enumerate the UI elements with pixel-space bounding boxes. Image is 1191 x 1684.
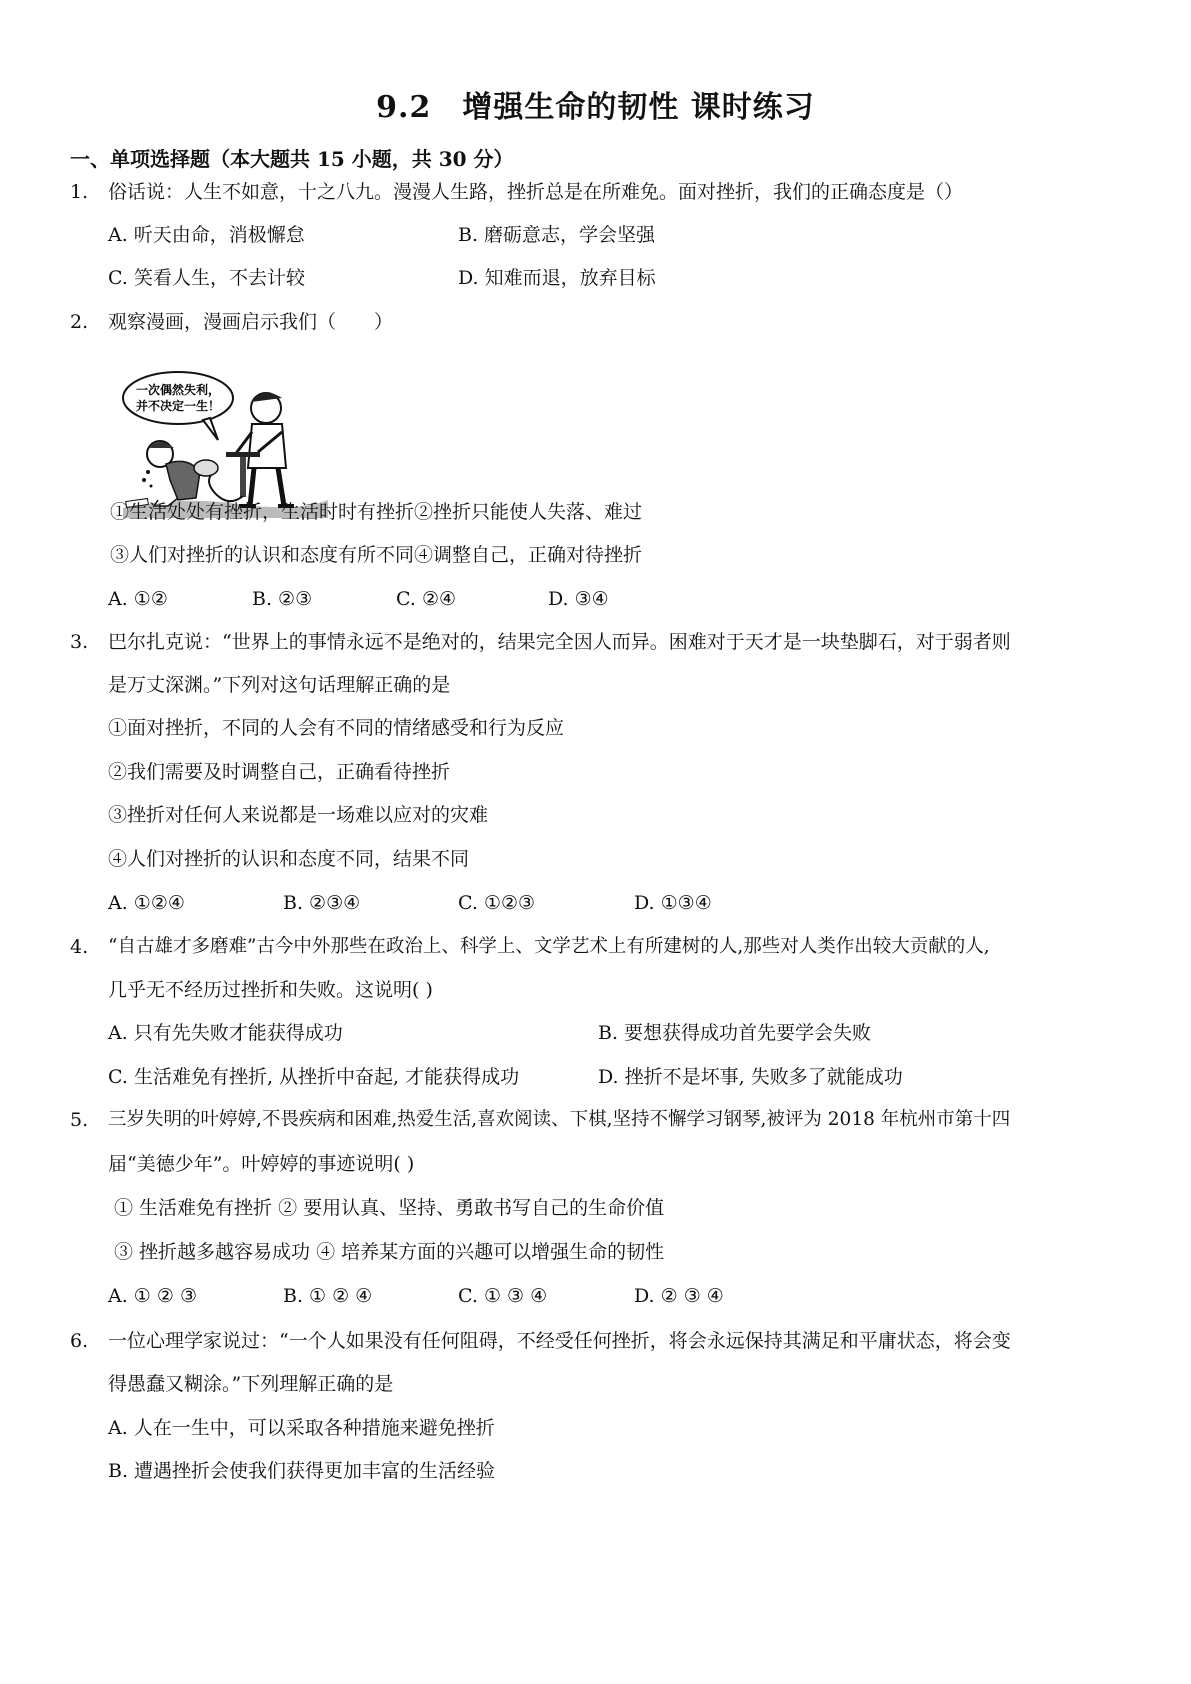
question-number: 5. xyxy=(70,1109,89,1131)
option-b: B. ②③④ xyxy=(283,892,361,914)
option-c: C. ②④ xyxy=(396,588,457,610)
question-number: 2. xyxy=(70,311,89,333)
option-b: B. 磨砺意志，学会坚强 xyxy=(458,224,656,246)
option-a: A. 只有先失败才能获得成功 xyxy=(108,1022,343,1044)
option-c: C. 笑看人生，不去计较 xyxy=(108,267,305,289)
statement-line: ①生活处处有挫折，生活时时有挫折②挫折只能使人失落、难过 xyxy=(110,501,643,523)
statement-line: ① 生活难免有挫折 ② 要用认真、坚持、勇敢书写自己的生命价值 xyxy=(114,1197,665,1219)
option-a: A. ①② xyxy=(108,588,168,610)
option-b: B. 遭遇挫折会使我们获得更加丰富的生活经验 xyxy=(108,1460,496,1482)
option-c: C. ① ③ ④ xyxy=(458,1285,548,1307)
option-b: B. 要想获得成功首先要学会失败 xyxy=(598,1022,872,1044)
cartoon-illustration xyxy=(118,368,330,518)
question-stem-cont: 得愚蠢又糊涂。”下列理解正确的是 xyxy=(108,1373,394,1395)
bubble-line-1: 一次偶然失利， xyxy=(135,383,221,397)
page-title: 9.2 增强生命的韧性 课时练习 xyxy=(376,90,815,125)
question-stem: 一位心理学家说过：“一个人如果没有任何阻碍，不经受任何挫折，将会永远保持其满足和平庸状态，将会变 xyxy=(108,1330,1011,1352)
option-d: D. ③④ xyxy=(548,588,609,610)
question-stem: “自古雄才多磨难”古今中外那些在政治上、科学上、文学艺术上有所建树的人,那些对人类作出较大贡献的人, xyxy=(108,936,990,957)
question-stem-cont: 是万丈深渊。”下列对这句话理解正确的是 xyxy=(108,674,451,696)
option-a: A. ① ② ③ xyxy=(108,1285,197,1307)
question-number: 6. xyxy=(70,1330,89,1352)
question-stem: 观察漫画，漫画启示我们（ ） xyxy=(108,311,394,333)
statement-line: ③人们对挫折的认识和态度有所不同④调整自己，正确对待挫折 xyxy=(110,544,643,566)
question-stem: 三岁失明的叶婷婷,不畏疾病和困难,热爱生活,喜欢阅读、下棋,坚持不懈学习钢琴,被评为 2018 年杭州市第十四 xyxy=(108,1109,1011,1130)
section-heading: 一、单项选择题（本大题共 15 小题，共 30 分） xyxy=(70,147,514,171)
question-number: 3. xyxy=(70,631,89,653)
question-stem: 巴尔扎克说：“世界上的事情永远不是绝对的，结果完全因人而异。困难对于天才是一块垫脚石，对于弱者则 xyxy=(108,631,1011,653)
option-d: D. 知难而退，放弃目标 xyxy=(458,267,656,289)
statement-line: ③ 挫折越多越容易成功 ④ 培养某方面的兴趣可以增强生命的韧性 xyxy=(114,1241,665,1263)
option-a: A. ①②④ xyxy=(108,892,185,914)
option-a: A. 人在一生中，可以采取各种措施来避免挫折 xyxy=(108,1417,495,1439)
option-d: D. ①③④ xyxy=(634,892,712,914)
option-c: C. ①②③ xyxy=(458,892,536,914)
question-stem-cont: 届“美德少年”。叶婷婷的事迹说明( ) xyxy=(108,1153,415,1175)
option-d: D. ② ③ ④ xyxy=(634,1285,724,1307)
statement-line: ③挫折对任何人来说都是一场难以应对的灾难 xyxy=(108,804,489,826)
question-number: 1. xyxy=(70,181,89,203)
option-b: B. ① ② ④ xyxy=(283,1285,373,1307)
option-d: D. 挫折不是坏事, 失败多了就能成功 xyxy=(598,1066,903,1088)
statement-line: ②我们需要及时调整自己，正确看待挫折 xyxy=(108,761,451,783)
question-stem-cont: 几乎无不经历过挫折和失败。这说明( ) xyxy=(108,979,433,1001)
bubble-line-2: 并不决定一生！ xyxy=(135,399,221,413)
question-stem: 俗话说：人生不如意，十之八九。漫漫人生路，挫折总是在所难免。面对挫折，我们的正确态度是（） xyxy=(108,181,964,203)
option-b: B. ②③ xyxy=(252,588,313,610)
statement-line: ④人们对挫折的认识和态度不同，结果不同 xyxy=(108,848,470,870)
question-number: 4. xyxy=(70,936,89,958)
option-a: A. 听天由命，消极懈怠 xyxy=(108,224,305,246)
option-c: C. 生活难免有挫折, 从挫折中奋起, 才能获得成功 xyxy=(108,1066,520,1088)
statement-line: ①面对挫折，不同的人会有不同的情绪感受和行为反应 xyxy=(108,717,565,739)
